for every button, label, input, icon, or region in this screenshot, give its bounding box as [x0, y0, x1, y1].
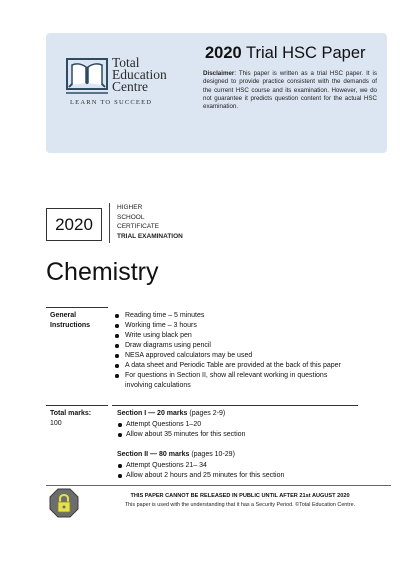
total-marks-value: 100: [50, 419, 62, 427]
list-item: Attempt Questions 21– 34: [117, 461, 357, 471]
book-icon: [64, 55, 110, 101]
general-label-line-2: Instructions: [50, 321, 91, 329]
paper-title-text: Trial HSC Paper: [246, 44, 366, 62]
general-instructions-list: [114, 311, 354, 391]
logo-line-3: Centre: [112, 79, 148, 94]
exam-type-line-1: HIGHER: [117, 204, 143, 211]
exam-type-line-3: CERTIFICATE: [117, 223, 160, 230]
general-label-line-1: General: [50, 312, 77, 319]
section-2-title-bold: Section II — 80 marks: [117, 451, 190, 458]
subject-title: Chemistry: [46, 258, 159, 286]
general-instructions-label: [50, 311, 110, 330]
logo-tagline: LEARN TO SUCCEED: [70, 99, 153, 106]
rule-general: [46, 307, 108, 308]
disclaimer: [203, 70, 377, 111]
list-item: Allow about 2 hours and 25 minutes for this section: [117, 471, 357, 481]
section-2-title: [117, 450, 357, 460]
security-note: This paper is used with the understanding that it has a Security Period. ©Total Education Centre.: [124, 502, 356, 508]
section-2-list: [117, 461, 357, 481]
list-item: Attempt Questions 1–20: [117, 420, 357, 430]
list-item: Write using black pen: [114, 331, 354, 341]
exam-type: [117, 203, 183, 241]
total-marks-label: Total marks:: [50, 410, 92, 417]
total-marks: [50, 409, 91, 428]
rule-total: [46, 405, 108, 406]
section-1: [117, 409, 357, 440]
exam-type-line-4: TRIAL EXAMINATION: [117, 232, 183, 240]
disclaimer-label: Disclaimer: [203, 70, 235, 77]
list-item: Draw diagrams using pencil: [114, 341, 354, 351]
list-item: Working time – 3 hours: [114, 321, 354, 331]
section-1-title: [117, 409, 357, 419]
logo-wordmark: [112, 57, 192, 93]
exam-year-box: 2020: [46, 208, 102, 241]
section-1-list: [117, 420, 357, 440]
section-1-title-bold: Section I — 20 marks: [117, 410, 188, 417]
logo-line-2: Education: [112, 67, 167, 82]
security-padlock-icon: [49, 488, 79, 518]
disclaimer-text: : This paper is written as a trial HSC paper. It is designed to provide practice consistent with the demands of the current HSC course and its examination. However, we do not guarantee it predicts question content for the actual HSC examination.: [203, 70, 377, 111]
paper-title: [205, 44, 380, 63]
paper-year: 2020: [205, 44, 242, 62]
release-notice: THIS PAPER CANNOT BE RELEASED IN PUBLIC UNTIL AFTER 21st AUGUST 2020: [130, 493, 350, 499]
exam-type-line-2: SCHOOL: [117, 213, 145, 221]
rule-sections: [112, 405, 358, 406]
section-2: [117, 450, 357, 481]
list-item: A data sheet and Periodic Table are provided at the back of this paper: [114, 361, 354, 371]
divider-vertical: [109, 203, 110, 243]
list-item: NESA approved calculators may be used: [114, 351, 354, 361]
list-item: Allow about 35 minutes for this section: [117, 430, 357, 440]
section-1-pages: (pages 2-9): [187, 410, 226, 417]
logo-line-1: Total: [112, 55, 140, 70]
list-item: For questions in Section II, show all relevant working in questions involving calculations: [114, 371, 354, 391]
list-item: Reading time – 5 minutes: [114, 311, 354, 321]
rule-footer: [46, 485, 391, 486]
section-2-pages: (pages 10-29): [189, 451, 235, 458]
